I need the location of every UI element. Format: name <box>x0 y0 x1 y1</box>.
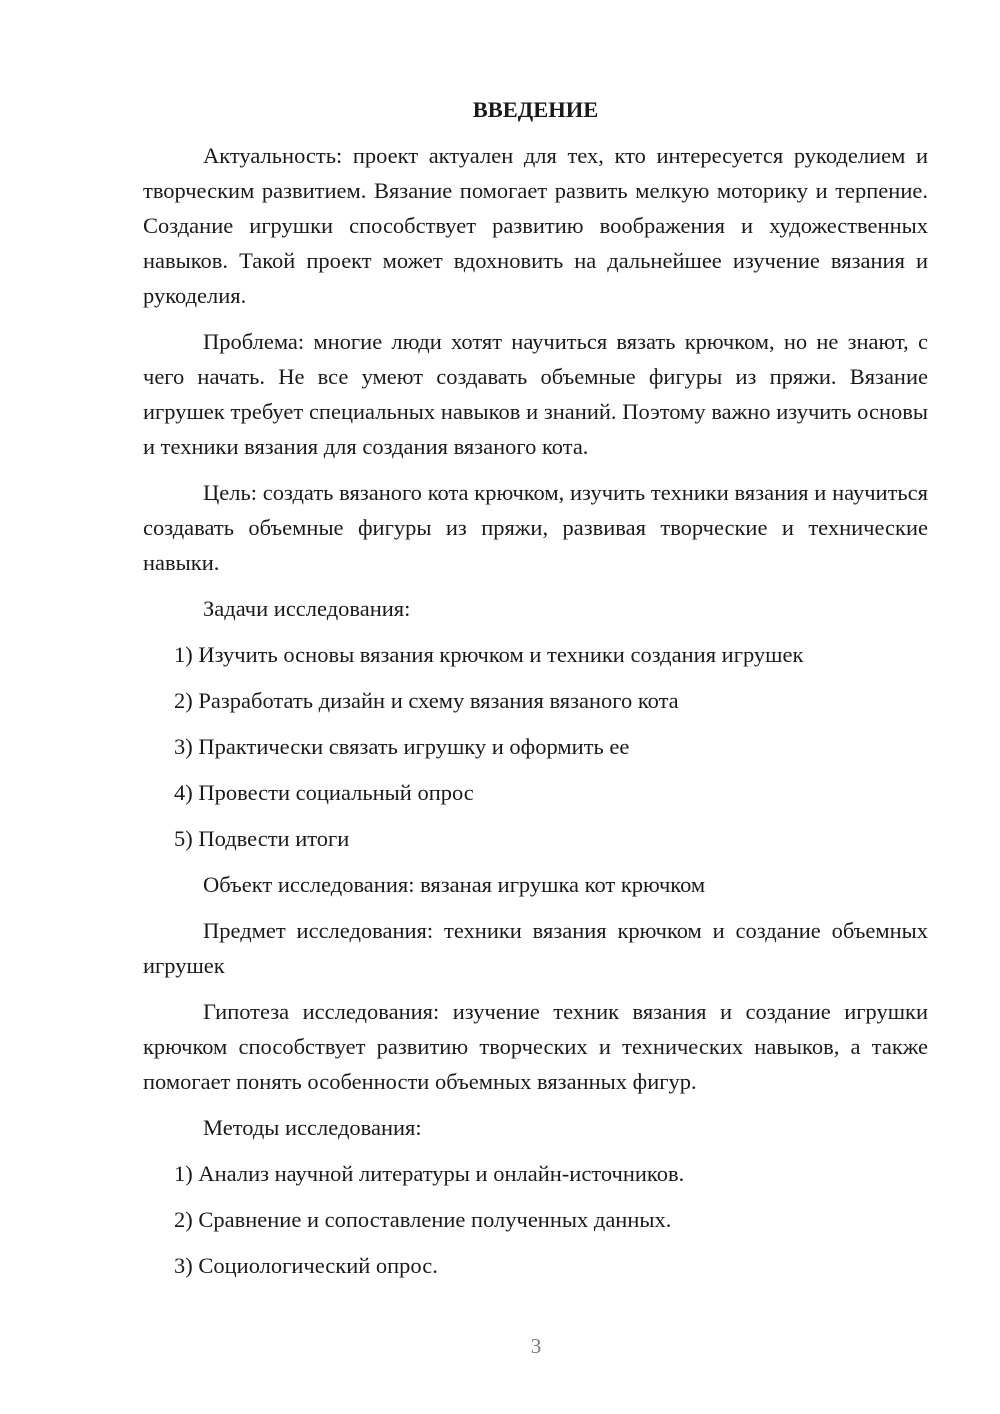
object-line: Объект исследования: вязаная игрушка кот крючком <box>203 872 706 897</box>
task-item: 1) Изучить основы вязания крючком и техники создания игрушек <box>174 642 804 667</box>
section-title: ВВЕДЕНИЕ <box>472 97 599 122</box>
methods-heading: Методы исследования: <box>203 1115 422 1140</box>
task-item: 4) Провести социальный опрос <box>174 780 474 805</box>
goal-paragraph: Цель: создать вязаного кота крючком, изучить техники вязания и научиться создавать объемные фигуры из пряжи, развивая творческие и технические навыки. <box>143 480 928 575</box>
subject-paragraph: Предмет исследования: техники вязания крючком и создание объемных игрушек <box>143 918 928 978</box>
relevance-paragraph: Актуальность: проект актуален для тех, кто интересуется рукоделием и творческим развитием. Вязание помогает развить мелкую моторику и терпение. Создание игрушки способствует развитию воображения и художественных навыков. Такой проект может вдохновить на дальнейшее изучение вязания и рукоделия. <box>143 143 928 308</box>
problem-paragraph: Проблема: многие люди хотят научиться вязать крючком, но не знают, с чего начать. Не все умеют создавать объемные фигуры из пряжи. Вязание игрушек требует специальных навыков и знаний. Поэтому важно изучить основы и техники вязания для создания вязаного кота. <box>143 329 928 459</box>
document-page <box>143 92 928 1294</box>
method-item: 1) Анализ научной литературы и онлайн-источников. <box>174 1161 685 1186</box>
task-item: 3) Практически связать игрушку и оформить ее <box>174 734 630 759</box>
method-item: 2) Сравнение и сопоставление полученных данных. <box>174 1207 672 1232</box>
tasks-heading: Задачи исследования: <box>203 596 411 621</box>
method-item: 3) Социологический опрос. <box>174 1253 438 1278</box>
hypothesis-paragraph: Гипотеза исследования: изучение техник вязания и создание игрушки крючком способствует развитию творческих и технических навыков, а также помогает понять особенности объемных вязанных фигур. <box>143 999 928 1094</box>
page-number: 3 <box>530 1334 542 1358</box>
task-item: 2) Разработать дизайн и схему вязания вязаного кота <box>174 688 679 713</box>
task-item: 5) Подвести итоги <box>174 826 350 851</box>
